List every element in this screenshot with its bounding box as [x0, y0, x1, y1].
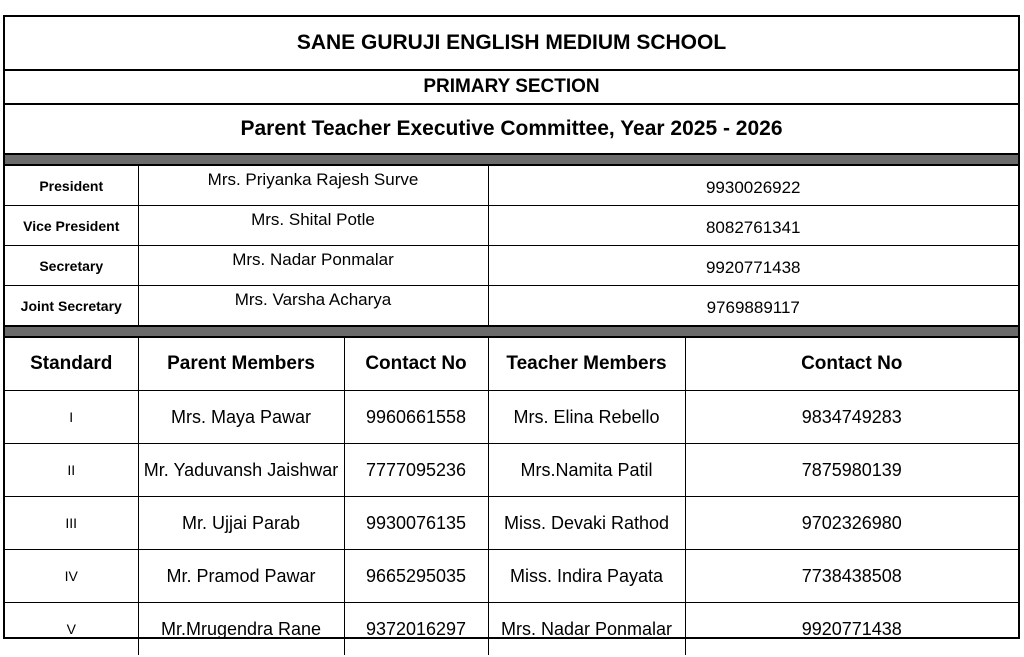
column-header-teacher-contact: Contact No	[685, 338, 1018, 391]
office-bearer-name: Mrs. Nadar Ponmalar	[138, 246, 488, 286]
column-header-standard: Standard	[5, 338, 138, 391]
standard-cell: V	[5, 603, 138, 656]
parent-contact-cell: 9665295035	[344, 550, 488, 603]
office-bearer-contact: 9920771438	[488, 246, 1018, 286]
teacher-contact-cell: 9702326980	[685, 497, 1018, 550]
standard-cell: II	[5, 444, 138, 497]
office-bearer-contact: 9769889117	[488, 286, 1018, 326]
table-row	[5, 497, 1018, 550]
office-bearer-name: Mrs. Varsha Acharya	[138, 286, 488, 326]
members-table	[5, 338, 1018, 655]
parent-member-cell: Mr. Pramod Pawar	[138, 550, 344, 603]
column-header-parent-members: Parent Members	[138, 338, 344, 391]
standard-cell: I	[5, 391, 138, 444]
school-title: SANE GURUJI ENGLISH MEDIUM SCHOOL	[5, 17, 1018, 71]
parent-member-cell: Mr. Ujjai Parab	[138, 497, 344, 550]
column-header-parent-contact: Contact No	[344, 338, 488, 391]
table-header-row	[5, 338, 1018, 391]
committee-title: Parent Teacher Executive Committee, Year 2025 - 2026	[240, 117, 783, 140]
standard-cell: III	[5, 497, 138, 550]
office-bearer-name: Mrs. Shital Potle	[138, 206, 488, 246]
teacher-member-cell: Mrs. Elina Rebello	[488, 391, 685, 444]
role-label: President	[5, 166, 138, 206]
parent-member-cell: Mrs. Maya Pawar	[138, 391, 344, 444]
parent-member-cell: Mr.Mrugendra Rane	[138, 603, 344, 656]
standard-cell: IV	[5, 550, 138, 603]
table-row	[5, 550, 1018, 603]
role-label: Vice President	[5, 206, 138, 246]
table-row	[5, 444, 1018, 497]
teacher-member-cell: Miss. Devaki Rathod	[488, 497, 685, 550]
table-row	[5, 391, 1018, 444]
parent-contact-cell: 7777095236	[344, 444, 488, 497]
office-bearer-contact: 8082761341	[488, 206, 1018, 246]
parent-contact-cell: 9372016297	[344, 603, 488, 656]
office-bearer-name: Mrs. Priyanka Rajesh Surve	[138, 166, 488, 206]
teacher-contact-cell: 9834749283	[685, 391, 1018, 444]
role-label: Joint Secretary	[5, 286, 138, 326]
table-row	[5, 603, 1018, 656]
teacher-contact-cell: 9920771438	[685, 603, 1018, 656]
committee-document	[3, 15, 1020, 639]
office-bearers-table	[5, 166, 1018, 325]
teacher-member-cell: Miss. Indira Payata	[488, 550, 685, 603]
divider-band	[5, 153, 1018, 166]
office-bearer-contact: 9930026922	[488, 166, 1018, 206]
parent-member-cell: Mr. Yaduvansh Jaishwar	[138, 444, 344, 497]
table-row	[5, 246, 1018, 286]
teacher-member-cell: Mrs.Namita Patil	[488, 444, 685, 497]
table-row	[5, 166, 1018, 206]
parent-contact-cell: 9930076135	[344, 497, 488, 550]
role-label: Secretary	[5, 246, 138, 286]
teacher-contact-cell: 7875980139	[685, 444, 1018, 497]
teacher-member-cell: Mrs. Nadar Ponmalar	[488, 603, 685, 656]
column-header-teacher-members: Teacher Members	[488, 338, 685, 391]
table-row	[5, 206, 1018, 246]
table-row	[5, 286, 1018, 326]
teacher-contact-cell: 7738438508	[685, 550, 1018, 603]
section-title: PRIMARY SECTION	[5, 71, 1018, 105]
divider-band	[5, 325, 1018, 338]
parent-contact-cell: 9960661558	[344, 391, 488, 444]
